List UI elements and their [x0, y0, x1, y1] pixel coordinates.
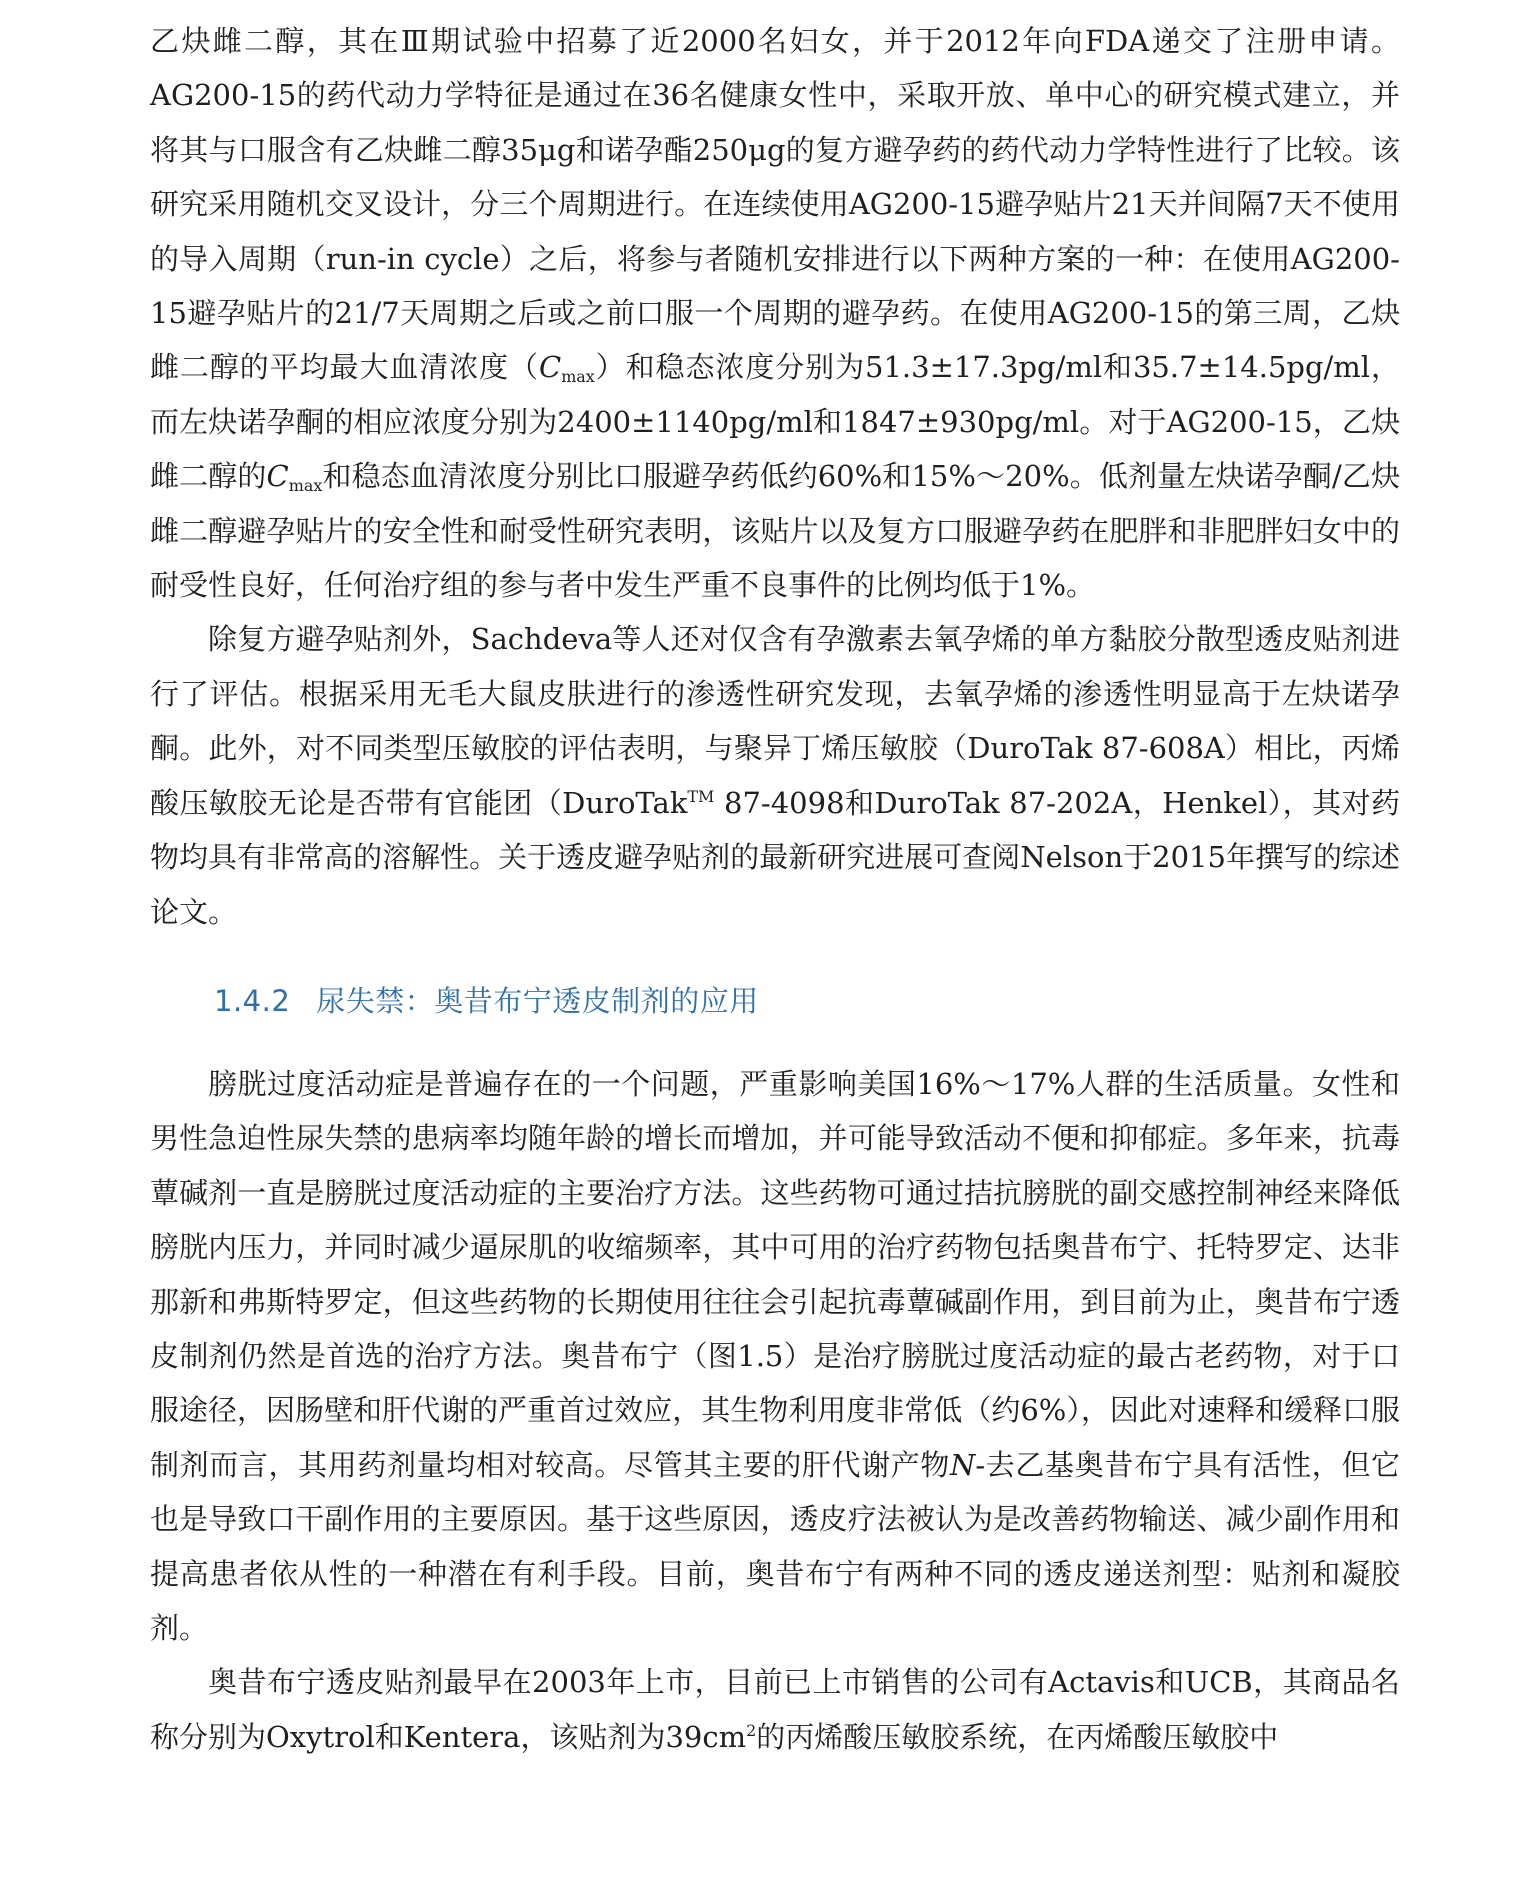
paragraph-text: 87-4098和DuroTak 87-202A，Henkel），其对药物均具有非常高的溶解性。关于透皮避孕贴剂的最新研究进展可查阅Nelson于2015年撰写的综述论文。: [150, 785, 1400, 929]
cmax-subscript: max: [288, 476, 323, 496]
paragraph-text: 奥昔布宁透皮贴剂最早在2003年上市，目前已上市销售的公司有Actavis和UCB，其商品名称分别为Oxytrol和Kentera，该贴剂为39cm: [150, 1665, 1400, 1754]
italic-n-prefix: N-: [949, 1447, 986, 1482]
paragraph-text: 膀胱过度活动症是普遍存在的一个问题，严重影响美国16%～17%人群的生活质量。女性和男性急迫性尿失禁的患病率均随年龄的增长而增加，并可能导致活动不便和抑郁症。多年来，抗毒蕈碱剂一直是膀胱过度活动症的主要治疗方法。这些药物可通过拮抗膀胱的副交感控制神经来降低膀胱内压力，并同时减少逼尿肌的收缩频率，其中可用的治疗药物包括奥昔布宁、托特罗定、达非那新和弗斯特罗定，但这些药物的长期使用往往会引起抗毒蕈碱副作用，到目前为止，奥昔布宁透皮制剂仍然是首选的治疗方法。奥昔布宁（图1.5）是治疗膀胱过度活动症的最古老药物，对于口服途径，因肠壁和肝代谢的严重首过效应，其生物利用度非常低（约6%），因此对速释和缓释口服制剂而言，其用药剂量均相对较高。尽管其主要的肝代谢产物: [150, 1066, 1400, 1482]
squared-superscript: 2: [746, 1720, 757, 1740]
paragraph-text: 除复方避孕贴剂外，Sachdeva等人还对仅含有孕激素去氧孕烯的单方黏胶分散型透皮贴剂进行了评估。根据采用无毛大鼠皮肤进行的渗透性研究发现，去氧孕烯的渗透性明显高于左炔诺孕酮。此外，对不同类型压敏胶的评估表明，与聚异丁烯压敏胶（DuroTak 87-608A）相比，丙烯酸压敏胶无论是否带有官能团（DuroTak: [150, 622, 1400, 820]
paragraph-desogestrel-patch: [150, 612, 1400, 938]
paragraph-ag200-15-pharmacokinetics: [150, 14, 1400, 612]
document-page: [150, 14, 1400, 1764]
cmax-subscript: max: [561, 367, 595, 387]
section-heading: [214, 981, 1400, 1021]
section-title: 尿失禁：奥昔布宁透皮制剂的应用: [316, 983, 759, 1018]
trademark-superscript: TM: [687, 786, 715, 806]
paragraph-text: 乙炔雌二醇，其在Ⅲ期试验中招募了近2000名妇女，并于2012年向FDA递交了注册申请。AG200-15的药代动力学特征是通过在36名健康女性中，采取开放、单中心的研究模式建立，并将其与口服含有乙炔雌二醇35μg和诺孕酯250μg的复方避孕药的药代动力学特性进行了比较。该研究采用随机交叉设计，分三个周期进行。在连续使用AG200-15避孕贴片21天并间隔7天不使用的导入周期（run-in cycle）之后，将参与者随机安排进行以下两种方案的一种：在使用AG200-15避孕贴片的21/7天周期之后或之前口服一个周期的避孕药。在使用AG200-15的第三周，乙炔雌二醇的平均最大血清浓度（: [150, 24, 1400, 385]
paragraph-overactive-bladder: [150, 1057, 1400, 1655]
paragraph-text: ）和稳态浓度分别为51.3±17.3pg/ml和35.7±14.5pg/ml，而左炔诺孕酮的相应浓度分别为2400±1140pg/ml和1847±930pg/ml。对于AG200-15，乙炔雌二醇的: [150, 350, 1400, 494]
cmax-symbol: C: [538, 350, 562, 385]
cmax-symbol: C: [266, 459, 289, 494]
section-number: 1.4.2: [214, 983, 291, 1018]
paragraph-text: 和稳态血清浓度分别比口服避孕药低约60%和15%～20%。低剂量左炔诺孕酮/乙炔雌二醇避孕贴片的安全性和耐受性研究表明，该贴片以及复方口服避孕药在肥胖和非肥胖妇女中的耐受性良好，任何治疗组的参与者中发生严重不良事件的比例均低于1%。: [150, 459, 1400, 603]
paragraph-oxybutynin-patch: [150, 1655, 1400, 1764]
paragraph-text: 的丙烯酸压敏胶系统，在丙烯酸压敏胶中: [756, 1719, 1279, 1754]
paragraph-text: 去乙基奥昔布宁具有活性，但它也是导致口干副作用的主要原因。基于这些原因，透皮疗法被认为是改善药物输送、减少副作用和提高患者依从性的一种潜在有利手段。目前，奥昔布宁有两种不同的透皮递送剂型：贴剂和凝胶剂。: [150, 1447, 1400, 1645]
